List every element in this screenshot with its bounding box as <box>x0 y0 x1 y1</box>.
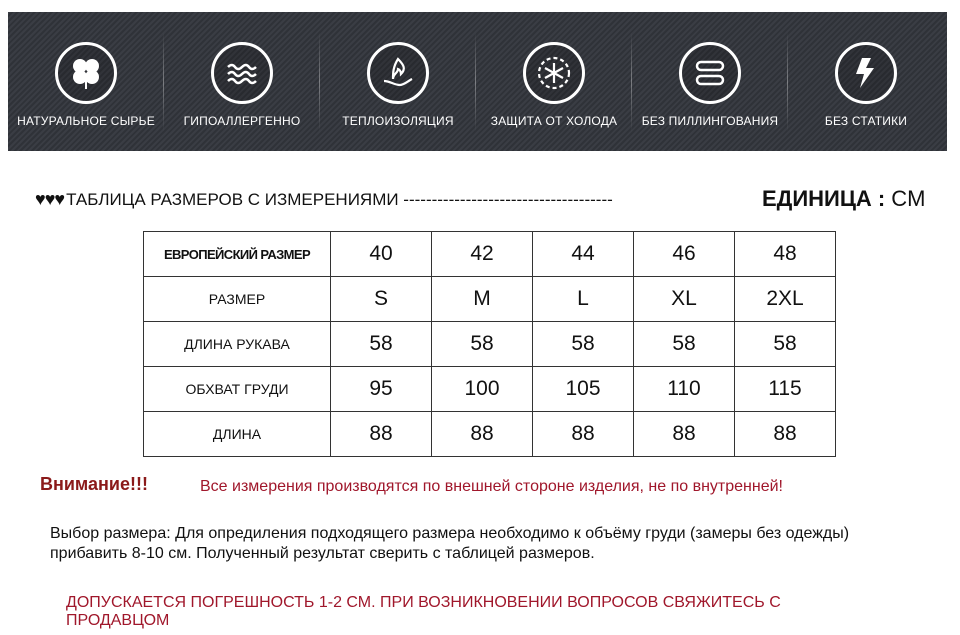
table-cell: 46 <box>634 232 735 277</box>
feature-label: ЗАЩИТА ОТ ХОЛОДА <box>490 114 618 128</box>
table-row <box>144 322 836 367</box>
feature-thermal <box>320 12 476 151</box>
table-row <box>144 232 836 277</box>
hearts-icon: ♥♥♥ <box>35 189 65 209</box>
table-cell: 42 <box>432 232 533 277</box>
lightning-icon <box>835 42 897 104</box>
table-cell: L <box>533 277 634 322</box>
cold-protection-icon <box>523 42 585 104</box>
row-label: ОБХВАТ ГРУДИ <box>144 367 331 412</box>
feature-label: ГИПОАЛЛЕРГЕННО <box>183 114 301 128</box>
table-cell: 48 <box>735 232 836 277</box>
row-label: РАЗМЕР <box>144 277 331 322</box>
table-cell: XL <box>634 277 735 322</box>
table-cell: 95 <box>331 367 432 412</box>
feature-no-pilling <box>632 12 788 151</box>
tolerance-notice: ДОПУСКАЕТСЯ ПОГРЕШНОСТЬ 1-2 СМ. ПРИ ВОЗНИКНОВЕНИИ ВОПРОСОВ СВЯЖИТЕСЬ С ПРОДАВЦОМ <box>66 594 781 629</box>
unit-label: ЕДИНИЦА : <box>762 186 886 211</box>
waves-icon <box>211 42 273 104</box>
no-pilling-icon <box>679 42 741 104</box>
table-row <box>144 277 836 322</box>
flame-hand-icon <box>367 42 429 104</box>
table-cell: 44 <box>533 232 634 277</box>
feature-natural <box>8 12 164 151</box>
table-cell: 58 <box>331 322 432 367</box>
feature-hypoallergenic <box>164 12 320 151</box>
feature-no-static <box>788 12 944 151</box>
table-cell: 88 <box>735 412 836 457</box>
table-cell: 58 <box>432 322 533 367</box>
table-cell: 100 <box>432 367 533 412</box>
feature-label: БЕЗ ПИЛЛИНГОВАНИЯ <box>641 114 779 128</box>
table-cell: 58 <box>634 322 735 367</box>
unit-indicator <box>762 186 925 212</box>
attention-label: Внимание!!! <box>40 474 148 494</box>
row-label: ДЛИНА <box>144 412 331 457</box>
unit-value: CM <box>891 186 926 211</box>
table-cell: 58 <box>735 322 836 367</box>
row-label: ДЛИНА РУКАВА <box>144 322 331 367</box>
feature-label: ТЕПЛОИЗОЛЯЦИЯ <box>342 114 454 128</box>
table-cell: M <box>432 277 533 322</box>
table-cell: 115 <box>735 367 836 412</box>
table-cell: 105 <box>533 367 634 412</box>
feature-label: НАТУРАЛЬНОЕ СЫРЬЕ <box>17 114 155 128</box>
table-cell: 88 <box>634 412 735 457</box>
clover-icon <box>55 42 117 104</box>
table-cell: 88 <box>432 412 533 457</box>
table-row <box>144 412 836 457</box>
size-table-heading <box>35 189 613 210</box>
feature-cold-protection <box>476 12 632 151</box>
table-cell: 2XL <box>735 277 836 322</box>
table-cell: S <box>331 277 432 322</box>
features-banner <box>8 12 947 151</box>
heading-title: ТАБЛИЦА РАЗМЕРОВ С ИЗМЕРЕНИЯМИ ------------------------------------- <box>66 190 613 209</box>
table-cell: 110 <box>634 367 735 412</box>
table-cell: 88 <box>331 412 432 457</box>
table-row <box>144 367 836 412</box>
size-table <box>143 231 836 457</box>
table-cell: 40 <box>331 232 432 277</box>
size-guide-text: Выбор размера: Для опредиления подходящего размера необходимо к объёму груди (замеры без одежды) прибавить 8-10 см. Полученный результат сверить с таблицей размеров. <box>50 525 850 562</box>
attention-text: Все измерения производятся по внешней стороне изделия, не по внутренней! <box>200 478 783 495</box>
table-cell: 58 <box>533 322 634 367</box>
table-cell: 88 <box>533 412 634 457</box>
feature-label: БЕЗ СТАТИКИ <box>824 114 908 128</box>
row-label: ЕВРОПЕЙСКИЙ РАЗМЕР <box>144 232 331 277</box>
